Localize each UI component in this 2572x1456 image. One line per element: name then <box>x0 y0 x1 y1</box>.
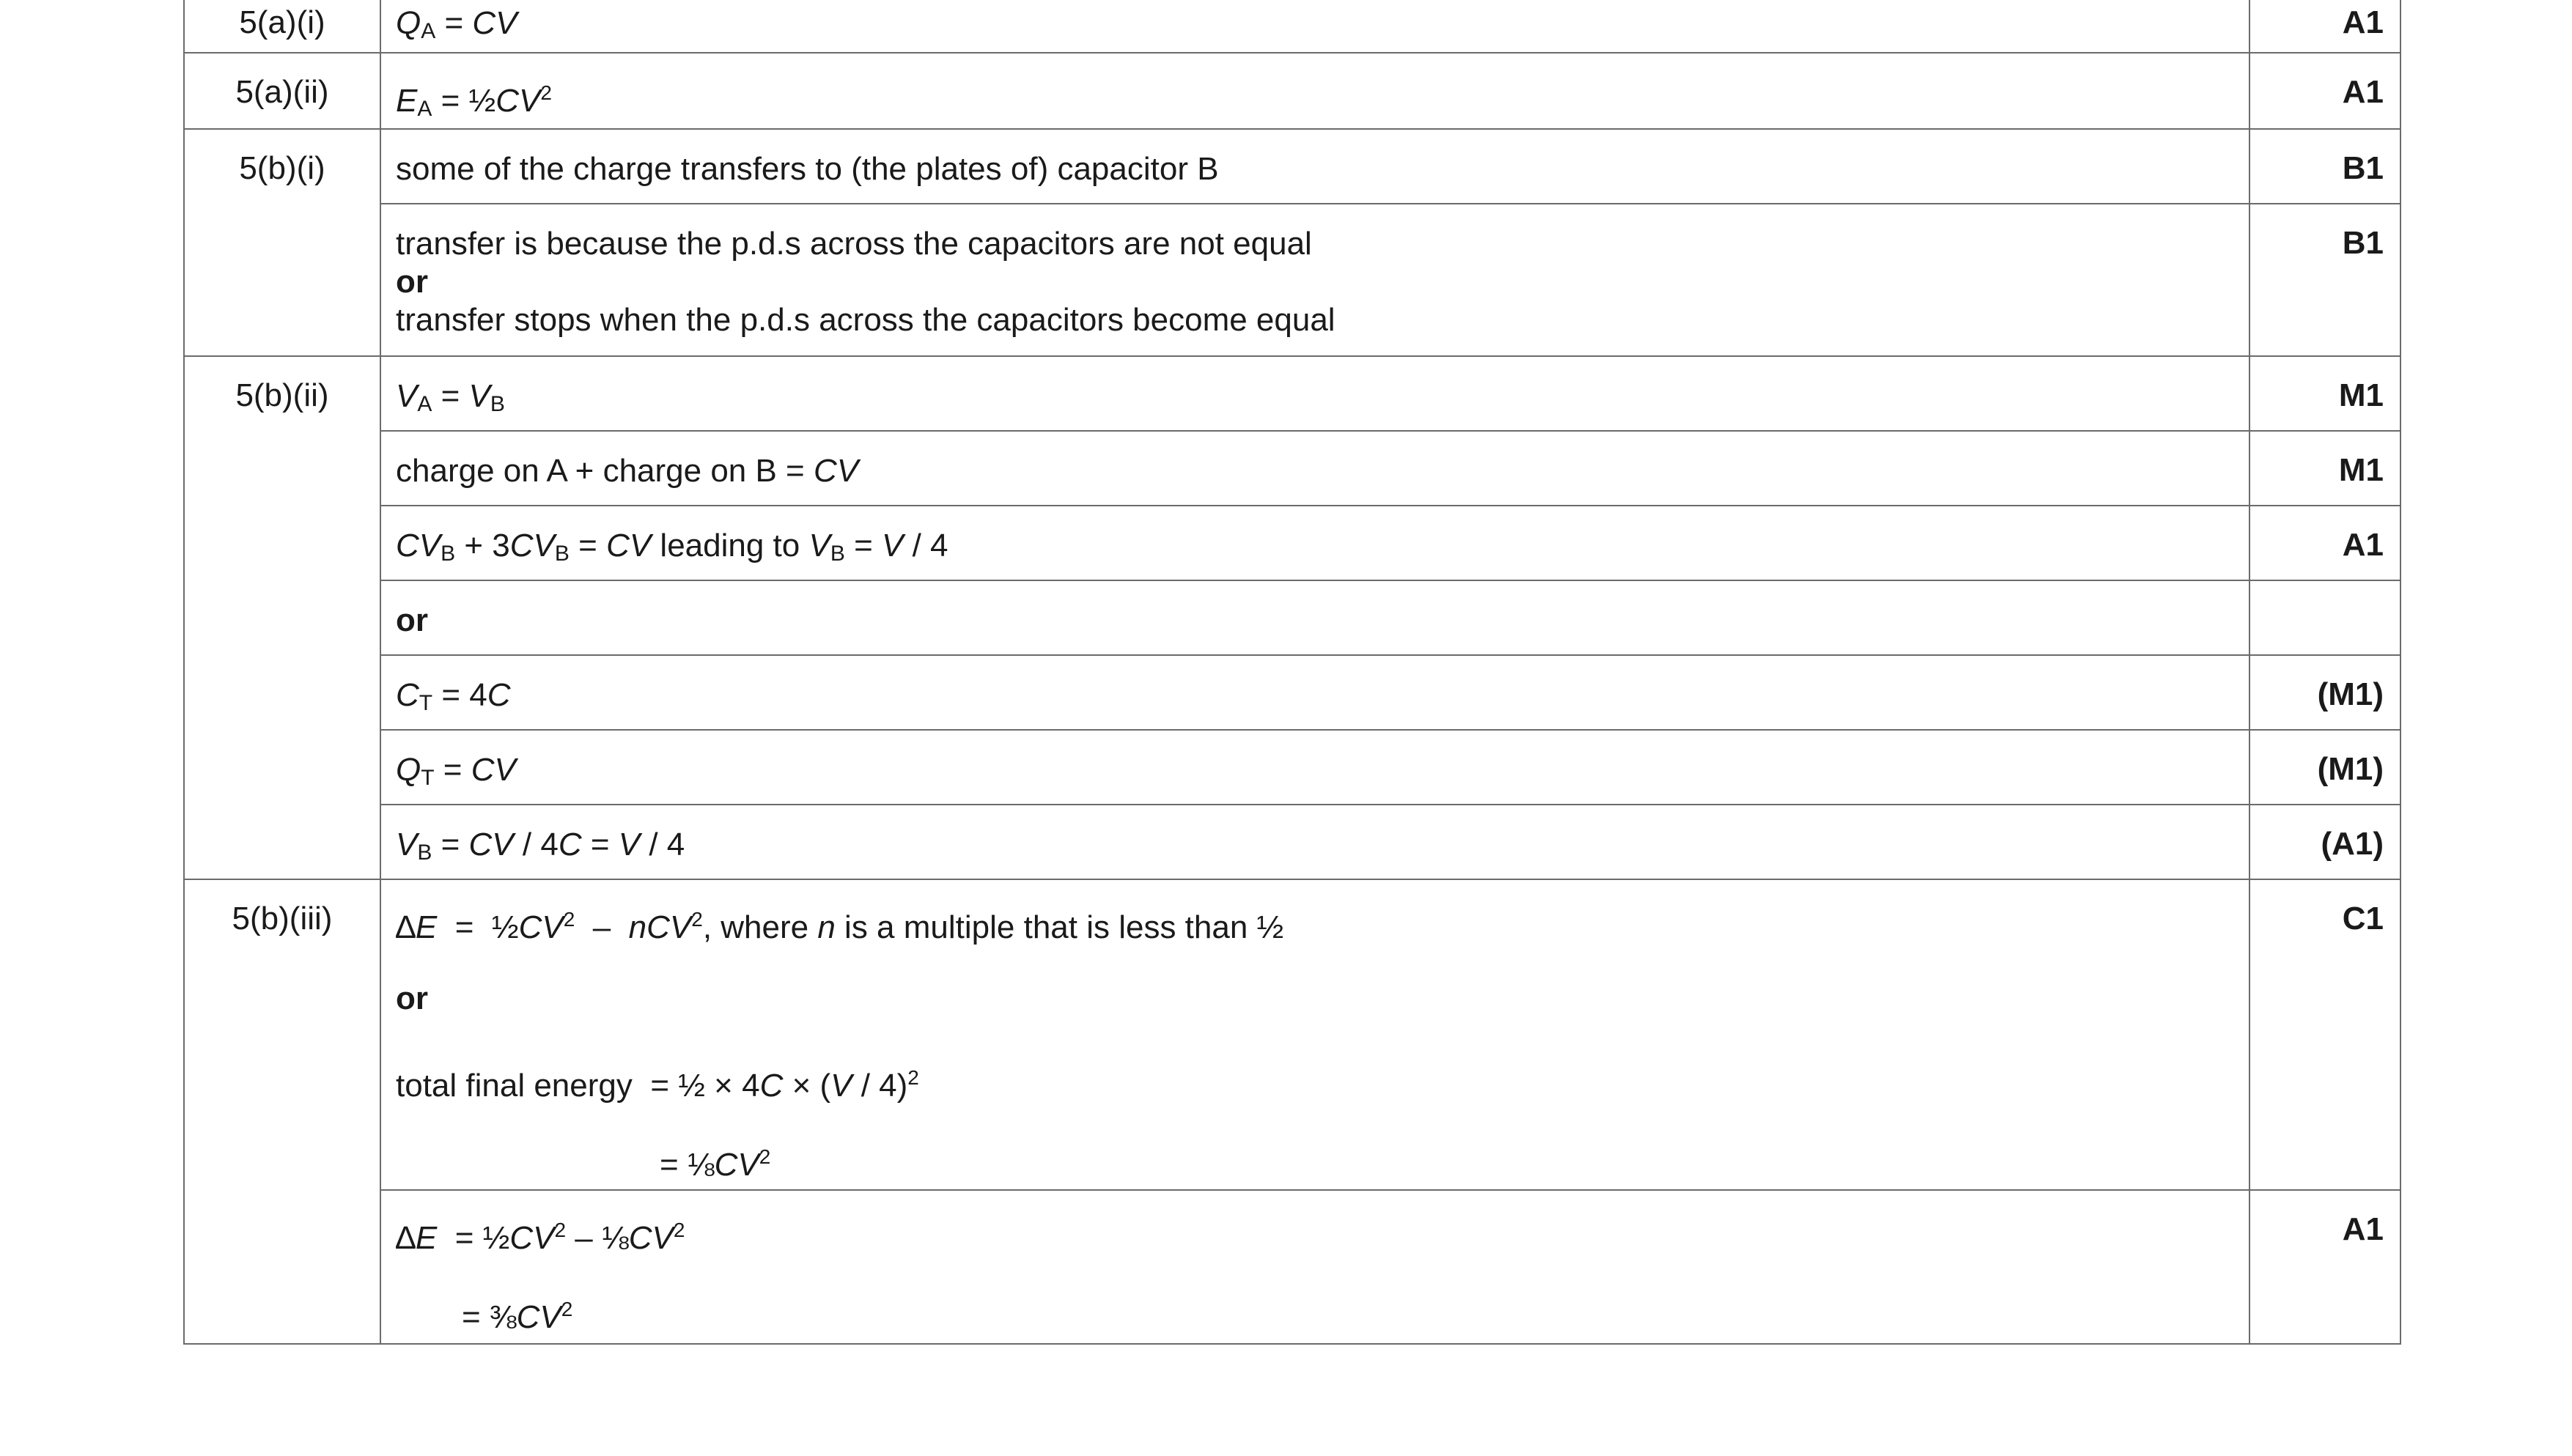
answer-cell <box>380 580 2249 655</box>
table-row <box>184 655 2400 730</box>
question-number: 5(a)(ii) <box>235 74 329 110</box>
table-row <box>184 204 2400 356</box>
table-row <box>184 506 2400 580</box>
answer-formula: $V_B$ = CV / 4C = V / 4 <box>396 827 685 865</box>
mark-cell <box>2249 506 2400 580</box>
question-cell <box>184 129 380 356</box>
table-row <box>184 879 2400 1190</box>
mark-cell <box>2249 53 2400 129</box>
question-number: 5(b)(i) <box>239 150 325 186</box>
mark-cell <box>2249 879 2400 1190</box>
mark-cell <box>2249 805 2400 879</box>
answer-formula: total final energy = ½ × 4C × (V / 4)$^2$ <box>396 1066 919 1104</box>
answer-formula: $\Delta E = \frac{1}{2}CV^2$ – $\frac{1}{8}CV^2$ <box>396 1219 685 1256</box>
mark-code: M1 <box>2338 377 2384 413</box>
mark-code: C1 <box>2342 901 2384 936</box>
mark-cell <box>2249 431 2400 506</box>
question-number: 5(b)(iii) <box>232 901 333 936</box>
table-row <box>184 580 2400 655</box>
table-row <box>184 730 2400 805</box>
question-cell <box>184 356 380 879</box>
table-row <box>184 53 2400 129</box>
mark-cell <box>2249 730 2400 805</box>
answer-cell <box>380 129 2249 204</box>
answer-text: transfer stops when the p.d.s across the capacitors become equal <box>396 302 1335 338</box>
or-label: or <box>396 602 428 638</box>
mark-code: A1 <box>2342 1211 2384 1247</box>
answer-text: leading to <box>651 528 809 563</box>
mark-code: A1 <box>2342 4 2384 40</box>
mark-code: (M1) <box>2317 751 2384 787</box>
mark-code: M1 <box>2338 452 2384 488</box>
answer-cell <box>380 805 2249 879</box>
answer-cell <box>380 879 2249 1190</box>
mark-code: B1 <box>2342 150 2384 186</box>
question-cell <box>184 879 380 1344</box>
table-row <box>184 0 2400 53</box>
answer-formula: $E_A$ = $\frac{1}{2}CV^2$ <box>396 81 552 121</box>
answer-text: transfer is because the p.d.s across the capacitors are not equal <box>396 226 1312 262</box>
answer-cell <box>380 356 2249 431</box>
answer-text: is a multiple that is less than ½ <box>835 909 1284 945</box>
answer-formula: $V_A = V_B$ <box>396 378 505 416</box>
question-cell <box>184 53 380 129</box>
mark-code: (M1) <box>2317 676 2384 712</box>
question-number: 5(a)(i) <box>239 4 325 40</box>
table-row <box>184 356 2400 431</box>
mark-cell <box>2249 1190 2400 1344</box>
answer-cell <box>380 655 2249 730</box>
answer-formula: $C_T = 4C$ <box>396 677 511 715</box>
mark-code: A1 <box>2342 74 2384 110</box>
answer-text: some of the charge transfers to (the plates of) capacitor B <box>396 151 1219 187</box>
table-row <box>184 129 2400 204</box>
answer-text: , where <box>702 909 818 945</box>
mark-scheme-table <box>183 0 2401 1345</box>
mark-code: A1 <box>2342 527 2384 563</box>
answer-formula: $Q_T$ = CV <box>396 752 516 790</box>
question-cell <box>184 0 380 53</box>
answer-cell <box>380 506 2249 580</box>
or-label: or <box>396 264 428 300</box>
table-row <box>184 431 2400 506</box>
mark-cell <box>2249 655 2400 730</box>
table-row <box>184 1190 2400 1344</box>
answer-cell <box>380 0 2249 53</box>
answer-text: total final energy <box>396 1068 633 1104</box>
or-label: or <box>396 980 428 1016</box>
answer-formula: $\Delta E = \frac{1}{2}CV^2 - nCV^2$, where n is a multiple that is less than ½ <box>396 908 1284 945</box>
table-row <box>184 805 2400 879</box>
mark-code: (A1) <box>2321 826 2384 862</box>
answer-text: charge on A + charge on B = <box>396 453 814 489</box>
mark-code: B1 <box>2342 225 2384 261</box>
mark-cell <box>2249 356 2400 431</box>
answer-cell <box>380 53 2249 129</box>
question-number: 5(b)(ii) <box>235 377 329 413</box>
answer-formula: $V_B = V / 4$ <box>808 528 948 566</box>
answer-formula: CV <box>813 453 859 489</box>
answer-cell <box>380 730 2249 805</box>
answer-formula: = $\frac{3}{8}CV^2$ <box>462 1298 573 1335</box>
mark-cell <box>2249 204 2400 356</box>
answer-formula: $CV_B + 3CV_B$ = CV <box>396 528 652 566</box>
answer-cell <box>380 204 2249 356</box>
mark-cell <box>2249 580 2400 655</box>
answer-formula: = $\frac{1}{8}CV^2$ <box>660 1145 771 1183</box>
answer-cell <box>380 431 2249 506</box>
mark-cell <box>2249 129 2400 204</box>
answer-formula: $Q_A$ = CV <box>396 5 517 43</box>
mark-cell <box>2249 0 2400 53</box>
answer-cell <box>380 1190 2249 1344</box>
